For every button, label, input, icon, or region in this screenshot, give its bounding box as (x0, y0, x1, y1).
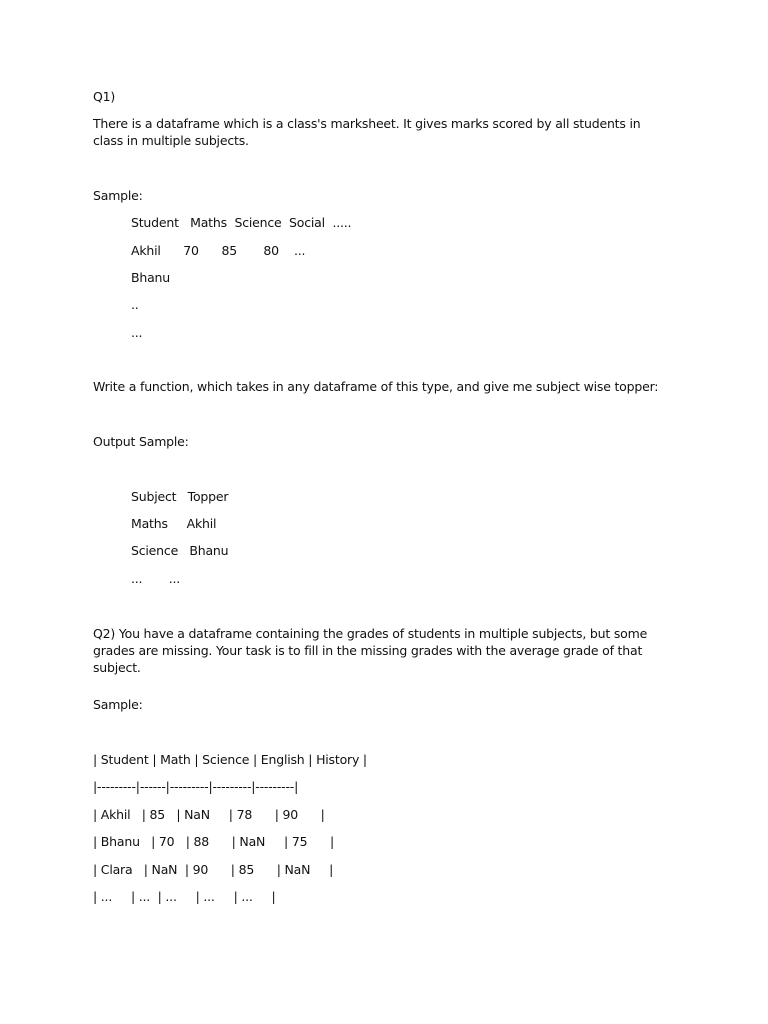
q2-table-row: | Bhanu | 70 | 88 | NaN | 75 | (93, 834, 335, 849)
q1-output-header-line: Subject Topper (131, 489, 229, 504)
q1-output-line: ... ... (131, 571, 181, 586)
q2-table-row: | Akhil | 85 | NaN | 78 | 90 | (93, 807, 325, 822)
q1-output-line: Science Bhanu (131, 543, 229, 558)
q1-sample-line: .. (131, 297, 139, 312)
q1-output-label: Output Sample: (93, 434, 189, 449)
q1-sample-label: Sample: (93, 188, 143, 203)
q1-sample-header-line: Student Maths Science Social ..... (131, 215, 352, 230)
q2-sample-label: Sample: (93, 697, 143, 712)
q2-table-separator-line: |---------|------|---------|---------|---------| (93, 779, 299, 794)
q1-sample-line: ... (131, 325, 143, 340)
q1-output-line: Maths Akhil (131, 516, 217, 531)
q1-sample-line: Bhanu (131, 270, 171, 285)
q2-intro-paragraph: Q2) You have a dataframe containing the grades of students in multiple subjects, but some grades are missing. Your task is to fill in the missing grades with the average grade of that subject. (93, 626, 648, 675)
q1-label: Q1) (93, 89, 116, 104)
q2-table-row: | Clara | NaN | 90 | 85 | NaN | (93, 862, 334, 877)
q1-intro-paragraph: There is a dataframe which is a class's marksheet. It gives marks scored by all students in class in multiple subjects. (93, 116, 641, 148)
q2-table-header-line: | Student | Math | Science | English | History | (93, 752, 367, 767)
q1-task-text: Write a function, which takes in any dataframe of this type, and give me subject wise topper: (93, 379, 659, 394)
q1-sample-line: Akhil 70 85 80 ... (131, 243, 306, 258)
q2-table-row: | ... | ... | ... | ... | ... | (93, 889, 276, 904)
